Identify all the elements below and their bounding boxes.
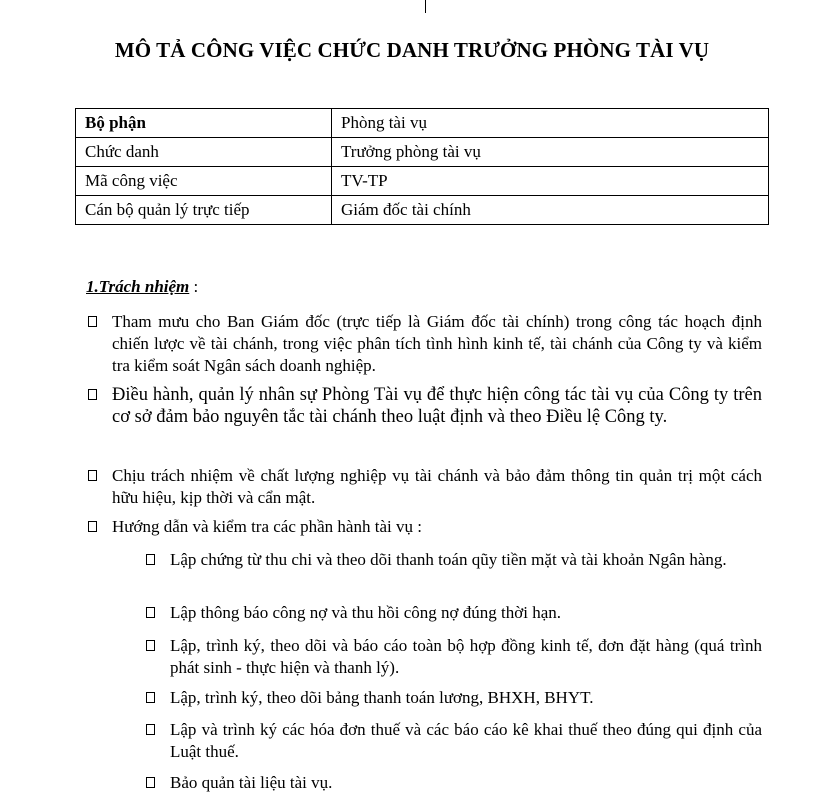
list-item-text: Hướng dẫn và kiểm tra các phần hành tài vụ : [112, 517, 422, 536]
text-cursor [425, 0, 426, 13]
list-item-text: Điều hành, quản lý nhân sự Phòng Tài vụ để thực hiện công tác tài vụ của Công ty trên cơ sở đảm bảo nguyên tắc tài chánh theo luật định và theo Điều lệ Công ty. [112, 385, 762, 427]
table-cell-value: Giám đốc tài chính [332, 196, 769, 225]
empty-square-icon [146, 607, 155, 618]
empty-square-icon [146, 692, 155, 703]
list-item [112, 516, 762, 538]
sub-list-item-text: Bảo quản tài liệu tài vụ. [170, 773, 333, 792]
sub-list-item [170, 549, 762, 571]
section-heading-suffix: : [189, 277, 199, 296]
sub-list-item-text: Lập thông báo công nợ và thu hồi công nợ đúng thời hạn. [170, 603, 561, 622]
sub-list-item [170, 719, 762, 763]
section-heading [86, 277, 198, 297]
sub-list-item-text: Lập và trình ký các hóa đơn thuế và các báo cáo kê khai thuế theo đúng qui định của Luật thuế. [170, 720, 762, 761]
table-row [76, 138, 769, 167]
empty-square-icon [88, 521, 97, 532]
sub-list-item-text: Lập, trình ký, theo dõi và báo cáo toàn bộ hợp đồng kinh tế, đơn đặt hàng (quá trình phát sinh - thực hiện và thanh lý). [170, 636, 762, 677]
table-row [76, 167, 769, 196]
table-row [76, 196, 769, 225]
table-cell-label: Cán bộ quản lý trực tiếp [76, 196, 332, 225]
table-cell-label: Mã công việc [76, 167, 332, 196]
table-row [76, 109, 769, 138]
empty-square-icon [146, 640, 155, 651]
empty-square-icon [88, 470, 97, 481]
empty-square-icon [88, 389, 97, 400]
sub-list-item-text: Lập chứng từ thu chi và theo dõi thanh toán qũy tiền mặt và tài khoản Ngân hàng. [170, 550, 727, 569]
list-item-text: Tham mưu cho Ban Giám đốc (trực tiếp là Giám đốc tài chính) trong công tác hoạch định chiến lược về tài chánh, trong việc phân tích tình hình kinh tế, tài chánh của Công ty và kiểm tra kiểm soát Ngân sách doanh nghiệp. [112, 312, 762, 375]
sub-list-item [170, 687, 762, 709]
sub-list-item [170, 602, 762, 624]
sub-list-item-text: Lập, trình ký, theo dõi bảng thanh toán lương, BHXH, BHYT. [170, 688, 594, 707]
list-item [112, 384, 762, 428]
empty-square-icon [146, 554, 155, 565]
table-cell-label: Bộ phận [76, 109, 332, 138]
list-item [112, 465, 762, 509]
document-title: MÔ TẢ CÔNG VIỆC CHỨC DANH TRƯỞNG PHÒNG TÀI VỤ [114, 38, 710, 62]
job-info-table [75, 108, 769, 225]
list-item [112, 311, 762, 377]
table-cell-value: TV-TP [332, 167, 769, 196]
table-cell-label: Chức danh [76, 138, 332, 167]
empty-square-icon [146, 777, 155, 788]
sub-list-item [170, 635, 762, 679]
sub-list-item [170, 772, 762, 794]
section-heading-text: 1.Trách nhiệm [86, 277, 190, 296]
list-item-text: Chịu trách nhiệm về chất lượng nghiệp vụ tài chánh và bảo đảm thông tin quản trị một cách hữu hiệu, kịp thời và cẩn mật. [112, 466, 762, 507]
empty-square-icon [146, 724, 155, 735]
table-cell-value: Phòng tài vụ [332, 109, 769, 138]
empty-square-icon [88, 316, 97, 327]
table-cell-value: Trưởng phòng tài vụ [332, 138, 769, 167]
